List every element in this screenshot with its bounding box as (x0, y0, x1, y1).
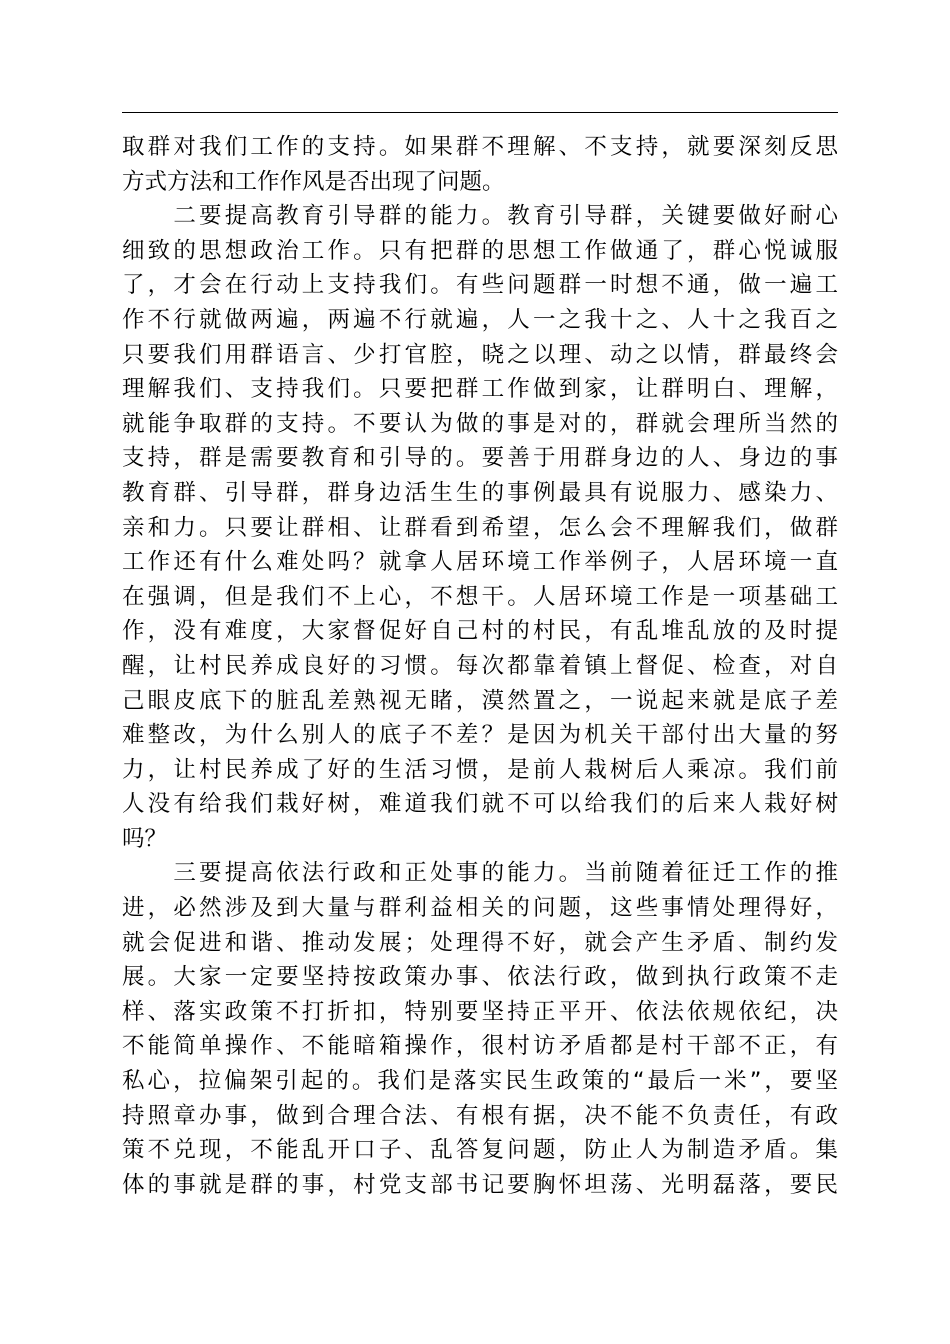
text-line: 在强调，但是我们不上心，不想干。人居环境工作是一项基础工 (122, 583, 838, 610)
text-line: 支持，群是需要教育和引导的。要善于用群身边的人、身边的事 (122, 445, 838, 472)
text-line: 人没有给我们栽好树，难道我们就不可以给我们的后来人栽好树 (122, 791, 838, 818)
text-line: 力，让村民养成了好的生活习惯，是前人栽树后人乘凉。我们前 (122, 756, 838, 783)
text-line: 难整改，为什么别人的底子不差？是因为机关干部付出大量的努 (122, 722, 838, 749)
text-line: 作不行就做两遍，两遍不行就遍，人一之我十之、人十之我百之 (122, 306, 838, 333)
body-text (122, 130, 838, 1202)
text-line: 吗？ (122, 825, 168, 852)
text-line: 进，必然涉及到大量与群利益相关的问题，这些事情处理得好， (122, 895, 838, 922)
text-line: 展。大家一定要坚持按政策办事、依法行政，做到执行政策不走 (122, 964, 838, 991)
text-line: 二要提高教育引导群的能力。教育引导群，关键要做好耐心 (122, 203, 838, 230)
header-rule (122, 112, 838, 113)
text-line: 就能争取群的支持。不要认为做的事是对的，群就会理所当然的 (122, 410, 838, 437)
text-line: 不能简单操作、不能暗箱操作，很村访矛盾都是村干部不正，有 (122, 1033, 838, 1060)
text-line: 体的事就是群的事，村党支部书记要胸怀坦荡、光明磊落，要民 (122, 1171, 838, 1198)
text-line: 醒，让村民养成良好的习惯。每次都靠着镇上督促、检查，对自 (122, 652, 838, 679)
text-line: 取群对我们工作的支持。如果群不理解、不支持，就要深刻反思 (122, 134, 838, 160)
text-line: 三要提高依法行政和正处事的能力。当前随着征迁工作的推 (122, 860, 838, 887)
text-line: 了，才会在行动上支持我们。有些问题群一时想不通，做一遍工 (122, 272, 838, 299)
text-line: 样、落实政策不打折扣，特别要坚持正平开、依法依规依纪，决 (122, 998, 838, 1025)
text-line: 己眼皮底下的脏乱差熟视无睹，漠然置之，一说起来就是底子差 (122, 687, 838, 714)
text-line: 教育群、引导群，群身边活生生的事例最具有说服力、感染力、 (122, 479, 838, 506)
text-line: 方式方法和工作作风是否出现了问题。 (122, 168, 505, 195)
text-line: 理解我们、支持我们。只要把群工作做到家，让群明白、理解， (122, 376, 838, 403)
text-line: 细致的思想政治工作。只有把群的思想工作做通了，群心悦诚服 (122, 237, 838, 264)
text-line: 作，没有难度，大家督促好自己村的村民，有乱堆乱放的及时提 (122, 618, 838, 645)
text-line: 持照章办事，做到合理合法、有根有据，决不能不负责任，有政 (122, 1102, 838, 1129)
text-line: 工作还有什么难处吗？就拿人居环境工作举例子，人居环境一直 (122, 549, 838, 576)
text-line: 私心，拉偏架引起的。我们是落实民生政策的“最后一米”，要坚 (122, 1068, 838, 1095)
text-line: 就会促进和谐、推动发展；处理得不好，就会产生矛盾、制约发 (122, 929, 838, 956)
text-line: 策不兑现，不能乱开口子、乱答复问题，防止人为制造矛盾。集 (122, 1137, 838, 1164)
text-line: 只要我们用群语言、少打官腔，晓之以理、动之以情，群最终会 (122, 341, 838, 368)
text-line: 亲和力。只要让群相、让群看到希望，怎么会不理解我们，做群 (122, 514, 838, 541)
